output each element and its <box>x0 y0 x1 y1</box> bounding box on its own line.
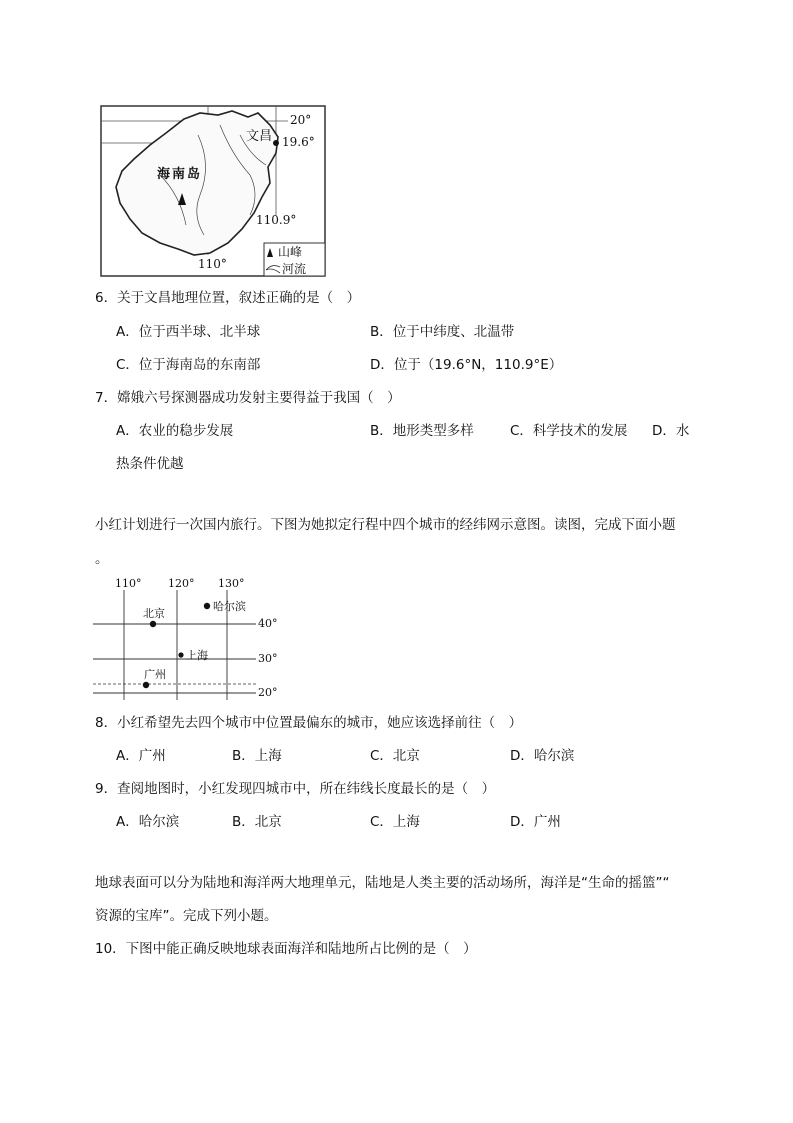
city-label-wenchang: 文昌 <box>246 129 273 144</box>
lon-label-1109: 110.9° <box>256 213 297 227</box>
q9-option-b[interactable]: B．北京 <box>232 814 282 830</box>
q7-option-a[interactable]: A．农业的稳步发展 <box>116 423 234 439</box>
shanghai-dot <box>178 652 183 657</box>
lat-label-196: 19.6° <box>282 135 315 149</box>
q9-option-d[interactable]: D．广州 <box>510 814 561 830</box>
q6-stem: 6．关于文昌地理位置，叙述正确的是（ ） <box>95 290 361 306</box>
legend-peak-label: 山峰 <box>278 245 303 259</box>
lat-label-20: 20° <box>290 113 312 127</box>
q8-option-c[interactable]: C．北京 <box>370 748 420 764</box>
harbin-dot <box>204 603 210 609</box>
q7-option-b[interactable]: B．地形类型多样 <box>370 423 474 439</box>
intro2-line2: 。 <box>95 551 109 567</box>
intro3-line2: 资源的宝库”。完成下列小题。 <box>95 908 278 924</box>
intro2-line1: 小红计划进行一次国内旅行。下图为她拟定行程中四个城市的经纬网示意图。读图，完成下面小题 <box>95 517 676 533</box>
q6-option-b[interactable]: B．位于中纬度、北温带 <box>370 324 515 340</box>
lon-label-130: 130° <box>218 577 245 590</box>
lon-label-120: 120° <box>168 577 195 590</box>
beijing-dot <box>150 621 156 627</box>
q7-option-d-cont: 热条件优越 <box>116 456 184 472</box>
q7-stem: 7．嫦娥六号探测器成功发射主要得益于我国（ ） <box>95 390 401 406</box>
q6-option-c[interactable]: C．位于海南岛的东南部 <box>116 357 261 373</box>
hainan-map <box>100 105 326 277</box>
cities-graticule-map <box>93 575 293 703</box>
city-label-guangzhou: 广州 <box>144 668 166 681</box>
q9-stem: 9．查阅地图时，小红发现四城市中，所在纬线长度最长的是（ ） <box>95 781 496 797</box>
wenchang-dot <box>273 140 279 146</box>
q7-option-c[interactable]: C．科学技术的发展 <box>510 423 628 439</box>
q6-option-d[interactable]: D．位于（19.6°N，110.9°E） <box>370 357 563 373</box>
city-label-harbin: 哈尔滨 <box>213 600 246 613</box>
city-label-shanghai: 上海 <box>186 649 208 662</box>
lon-label-110: 110° <box>115 577 142 590</box>
q9-option-c[interactable]: C．上海 <box>370 814 420 830</box>
q8-option-d[interactable]: D．哈尔滨 <box>510 748 575 764</box>
q8-stem: 8．小红希望先去四个城市中位置最偏东的城市，她应该选择前往（ ） <box>95 715 523 731</box>
lat-label-30: 30° <box>258 652 278 665</box>
city-label-beijing: 北京 <box>143 607 165 620</box>
q8-option-b[interactable]: B．上海 <box>232 748 282 764</box>
legend-river-label: 河流 <box>282 262 307 276</box>
guangzhou-dot <box>143 682 149 688</box>
lat-label-20: 20° <box>258 686 278 699</box>
q10-stem: 10．下图中能正确反映地球表面海洋和陆地所占比例的是（ ） <box>95 941 477 957</box>
cities-graticule-svg <box>93 575 293 703</box>
island-label: 海南岛 <box>157 167 203 182</box>
lat-label-40: 40° <box>258 617 278 630</box>
q8-option-a[interactable]: A．广州 <box>116 748 166 764</box>
intro3-line1: 地球表面可以分为陆地和海洋两大地理单元，陆地是人类主要的活动场所，海洋是“生命的摇篮”“ <box>95 875 670 891</box>
q7-option-d[interactable]: D．水 <box>652 423 690 439</box>
q9-option-a[interactable]: A．哈尔滨 <box>116 814 180 830</box>
q6-option-a[interactable]: A．位于西半球、北半球 <box>116 324 261 340</box>
lon-label-110: 110° <box>198 257 227 271</box>
